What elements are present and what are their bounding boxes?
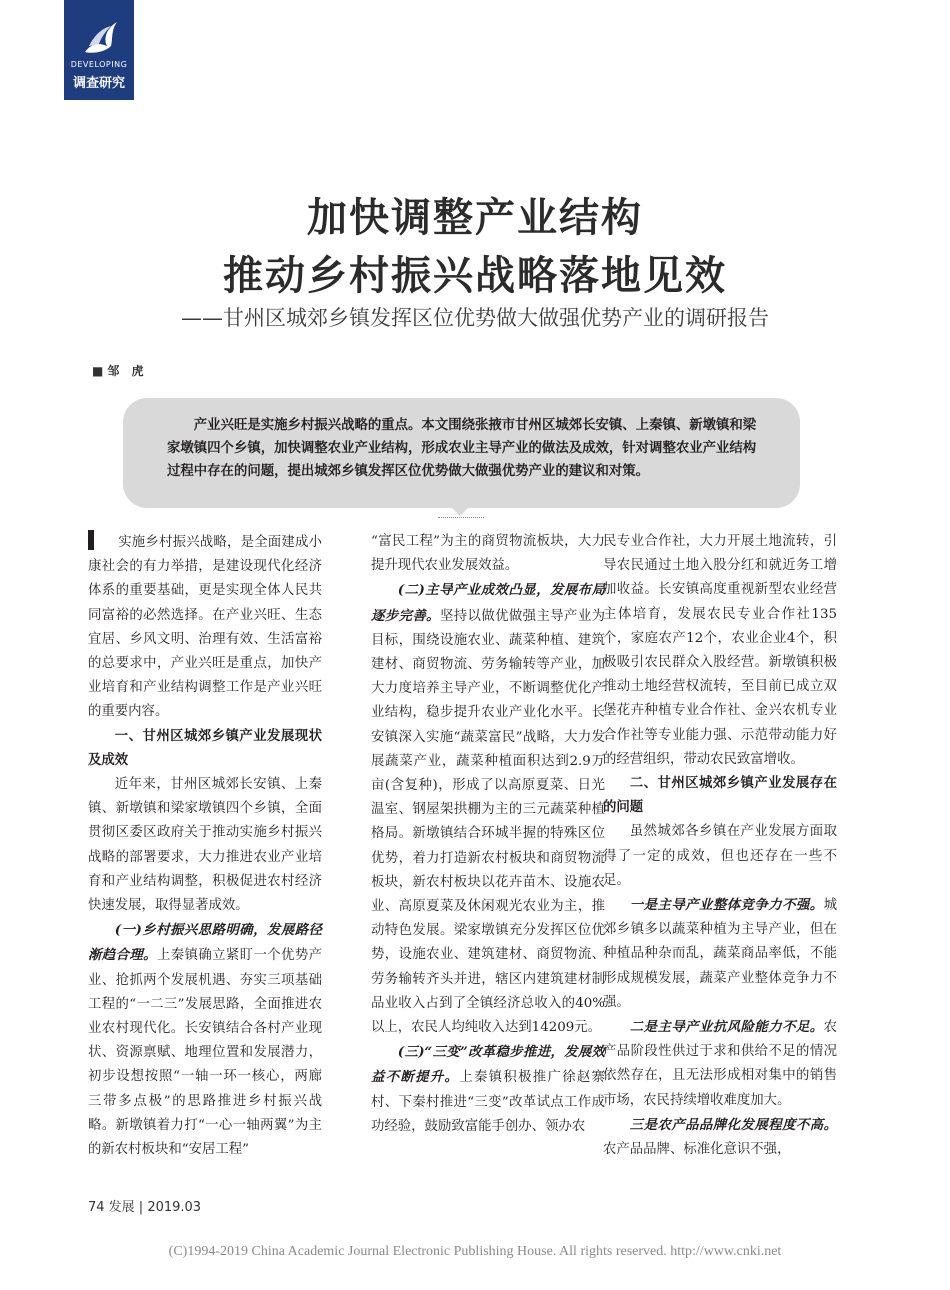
paragraph: 一是主导产业整体竞争力不强。城郊乡镇多以蔬菜种植为主导产业，但在种植品种杂而乱，蔬菜商品率低，不能形成规模发展，蔬菜产业整体竞争力不强。 — [603, 897, 837, 1010]
paragraph: 民专业合作社，大力开展土地流转，引导农民通过土地入股分红和就近务工增加收益。长安镇高度重视新型农业经营主体培育，发展农民专业合作社135个，家庭农产12个，农业企业4个，积极吸引农民群众入股经营。新墩镇积极推动土地经营权流转，至目前已成立双堡花卉种植专业合作社、金兴农机专业合作社等专业能力强、示范带动能力好的经营组织，带动农民致富增收。 — [603, 534, 837, 767]
paragraph: 实施乡村振兴战略，是全面建成小康社会的有力举措，是建设现代化经济体系的重要基础，更是实现全体人民共同富裕的必然选择。在产业兴旺、生态宜居、乡风文明、治理有效、生活富裕的总要求中，产业兴旺是重点，加快产业培育和产业结构调整工作是产业兴旺的重要内容。 — [88, 530, 322, 725]
column-1 — [88, 530, 322, 1162]
paragraph: (一)乡村振兴思路明确，发展路径渐趋合理。上秦镇确立紧盯一个优势产业、抢抓两个发展机遇、夯实三项基础工程的“一二三”发展思路，全面推进农业农村现代化。长安镇结合各村产业现状、资源禀赋、地理位置和发展潜力，初步设想按照“一轴一环一核心，两廊三带多点极”的思路推进乡村振兴战略。新墩镇着力打“一心一轴两翼”为主的新农村板块和“安居工程” — [88, 922, 323, 1158]
divider — [438, 517, 484, 518]
paragraph: 二是主导产业抗风险能力不足。农产品阶段性供过于求和供给不足的情况依然存在，且无法形成相对集中的销售市场，农民持续增收难度加大。 — [603, 1019, 837, 1108]
copyright-line: (C)1994-2019 China Academic Journal Electronic Publishing House. All rights reserved. http://www.cnki.net — [168, 1244, 782, 1259]
drop-mark — [88, 530, 94, 550]
swan-logo-icon — [77, 16, 121, 60]
title-line-2: 推动乡村振兴战略落地见效 — [223, 253, 727, 299]
abstract-notch — [452, 508, 468, 516]
abstract-text: 产业兴旺是实施乡村振兴战略的重点。本文围绕张掖市甘州区城郊长安镇、上秦镇、新墩镇和梁家墩镇四个乡镇，加快调整农业产业结构，形成农业主导产业的做法及成效，针对调整农业产业结构过程中存在的问题，提出城郊乡镇发挥区位优势做大做强优势产业的建议和对策。 — [167, 418, 757, 479]
logo-chinese: 调查研究 — [72, 76, 125, 91]
paragraph: 三是农产品品牌化发展程度不高。农产品品牌、标准化意识不强， — [603, 1116, 837, 1158]
section-heading-1: 一、甘州区城郊乡镇产业发展现状及成效 — [88, 728, 322, 768]
paragraph: 近年来，甘州区城郊长安镇、上秦镇、新墩镇和梁家墩镇四个乡镇，全面贯彻区委区政府关于推动实施乡村振兴战略的部署要求，大力推进农业产业培育和产业结构调整，积极促进农村经济快速发展，取得显著成效。 — [88, 777, 322, 914]
author: ■ 邹 虎 — [92, 364, 144, 378]
paragraph: (二)主导产业成效凸显，发展布局逐步完善。坚持以做优做强主导产业为目标，围绕设施农业、蔬菜种植、建筑建材、商贸物流、劳务输转等产业，加大力度培养主导产业，不断调整优化产业结构，稳步提升农业产业化水平。长安镇深入实施“蔬菜富民”战略，大力发展蔬菜产业，蔬菜种植面积达到2.9万亩(含复种)，形成了以高原夏菜、日光温室、钢屋架拱棚为主的三元蔬菜种植格局。新墩镇结合环城半握的特殊区位优势，着力打造新农村板块和商贸物流板块，新农村板块以花卉苗木、设施农业、高原夏菜及休闲观光农业为主，推动特色发展。梁家墩镇充分发挥区位优势，设施农业、建筑建材、商贸物流、劳务输转齐头并进，辖区内建筑建材制品业收入占到了全镇经济总收入的40%以上，农民人均纯收入达到14209元。 — [371, 582, 606, 1036]
column-2 — [371, 530, 605, 1139]
paragraph: 虽然城郊各乡镇在产业发展方面取得了一定的成效，但也还存在一些不足。 — [603, 824, 837, 888]
column-3 — [603, 530, 837, 1162]
abstract-box — [123, 398, 800, 508]
logo-english: DEVELOPING — [70, 60, 128, 69]
journal-logo — [64, 0, 134, 100]
subtitle: ——甘州区城郊乡镇发挥区位优势做大做强优势产业的调研报告 — [181, 306, 769, 330]
paragraph: “富民工程”为主的商贸物流板块，大力提升现代农业发展效益。 — [371, 534, 605, 574]
page-footer: 74 发展 | 2019.03 — [88, 1200, 202, 1215]
section-heading-2: 二、甘州区城郊乡镇产业发展存在的问题 — [603, 776, 837, 816]
title-line-1: 加快调整产业结构 — [307, 195, 643, 241]
paragraph: (三)“三变”改革稳步推进，发展效益不断提升。上秦镇积极推广徐赵寨村、下秦村推进“三变”改革试点工作成功经验，鼓励致富能手创办、领办农 — [371, 1044, 606, 1134]
